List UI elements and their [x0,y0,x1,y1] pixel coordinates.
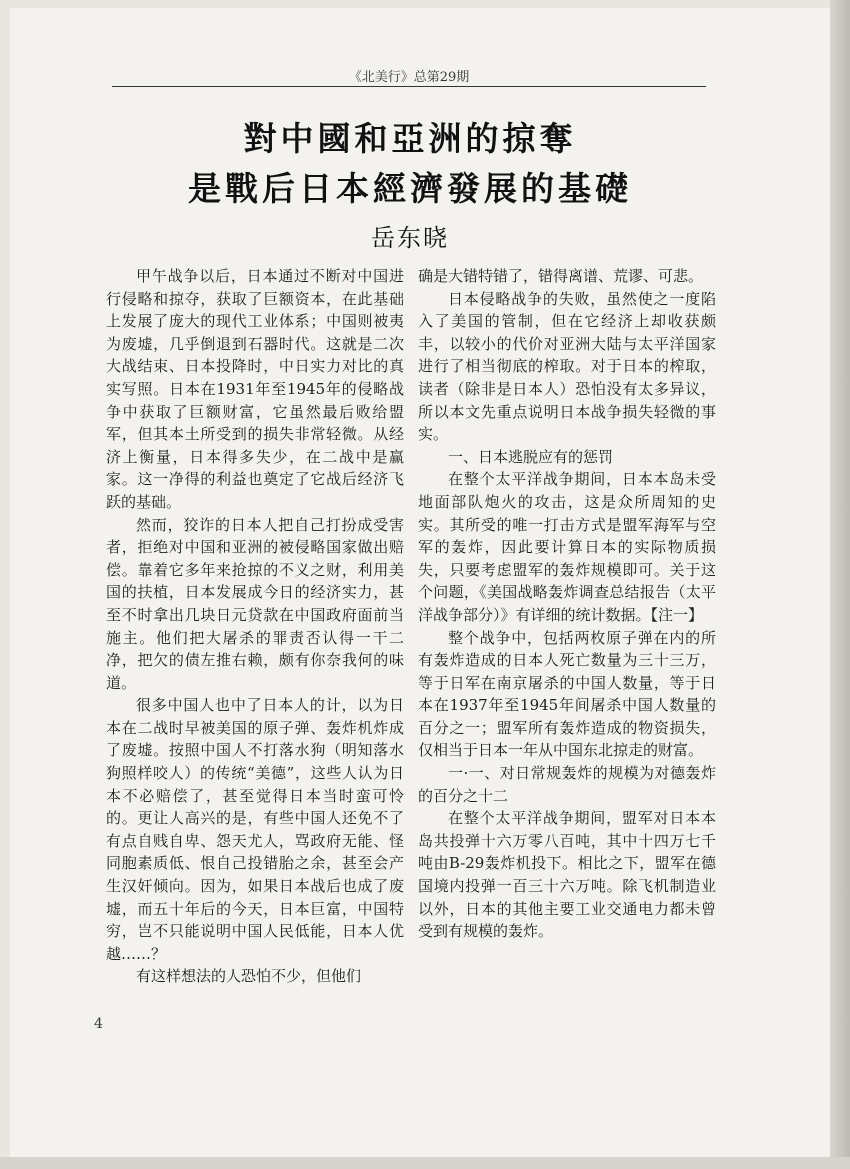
paragraph: 整个战争中，包括两枚原子弹在内的所有轰炸造成的日本人死亡数量为三十三万，等于日军在南京屠杀的中国人数量，等于日本在1937年至1945年间屠杀中国人数量的百分之一；盟军所有轰炸造成的物资损失，仅相当于日本一年从中国东北掠走的财富。 [418,628,716,760]
paragraph-continued: 确是大错特错了，错得离谱、荒谬、可悲。 [418,267,704,285]
paragraph: 很多中国人也中了日本人的计，以为日本在二战时早被美国的原子弹、轰炸机炸成了废墟。按照中国人不打落水狗（明知落水狗照样咬人）的传统“美德”，这些人认为日本不必赔偿了，甚至觉得日本当时蛮可怜的。更让人高兴的是，有些中国人还免不了有点自贱自卑、怨天尤人，骂政府无能、怪同胞素质低、恨自己投错胎之余，甚至会产生汉奸倾向。因为，如果日本战后也成了废墟，而五十年后的今天，日本巨富，中国特穷，岂不只能说明中国人民低能，日本人优越……？ [106,696,404,963]
paragraph: 在整个太平洋战争期间，日本本岛未受地面部队炮火的攻击，这是众所周知的史实。其所受的唯一打击方式是盟军海军与空军的轰炸，因此要计算日本的实际物质损失，只要考虑盟军的轰炸规模即可。关于这个问题，《美国战略轰炸调查总结报告（太平洋战争部分）》有详细的统计数据。【注一】 [418,470,716,624]
paragraph: 甲午战争以后，日本通过不断对中国进行侵略和掠夺，获取了巨额资本，在此基础上发展了庞大的现代工业体系；中国则被夷为废墟，几乎倒退到石器时代。这就是二次大战结束、日本投降时，中日实力对比的真实写照。日本在1931年至1945年的侵略战争中获取了巨额财富，它虽然最后败给盟军，但其本土所受到的损失非常轻微。从经济上衡量，日本得多失少，在二战中是赢家。这一净得的利益也奠定了它战后经济飞跃的基础。 [106,267,404,511]
header-rule [112,86,706,87]
paragraph: 然而，狡诈的日本人把自己打扮成受害者，拒绝对中国和亚洲的被侵略国家做出赔偿。靠着它多年来抢掠的不义之财，利用美国的扶植，日本发展成今日的经济实力，甚至不时拿出几块日元贷款在中国政府面前当施主。他们把大屠杀的罪责否认得一干二净，把欠的债左推右赖，颇有你奈我何的味道。 [106,515,404,692]
page-bottom-edge [0,1157,850,1169]
paragraph: 有这样想法的人恐怕不少，但他们 [136,967,362,986]
subsection-heading: 一·一、对日常规轰炸的规模为对德轰炸的百分之十二 [418,764,716,805]
right-column [418,265,716,943]
page-number: 4 [94,1016,103,1032]
author-name: 岳东晓 [371,224,449,252]
page-edge-shadow [830,0,850,1169]
running-header: 《北美行》总第29期 [348,70,470,85]
paragraph: 在整个太平洋战争期间，盟军对日本本岛共投弹十六万零八百吨，其中十四万七千吨由B-29轰炸机投下。相比之下，盟军在德国境内投弹一百三十六万吨。除飞机制造业以外，日本的其他主要工业交通电力都未曾受到有规模的轰炸。 [418,809,716,941]
paragraph: 日本侵略战争的失败，虽然使之一度陷入了美国的管制，但在它经济上却收获颇丰，以较小的代价对亚洲大陆与太平洋国家进行了相当彻底的榨取。对于日本的榨取，读者（除非是日本人）恐怕没有太多异议，所以本文先重点说明日本战争损失轻微的事实。 [418,289,716,444]
left-column [106,265,404,988]
section-heading: 一、日本逃脱应有的惩罚 [448,447,614,466]
article-title-line-1: 對中國和亞洲的掠奪 [243,119,577,158]
article-title-line-2: 是戰后日本經濟發展的基礎 [188,169,632,208]
